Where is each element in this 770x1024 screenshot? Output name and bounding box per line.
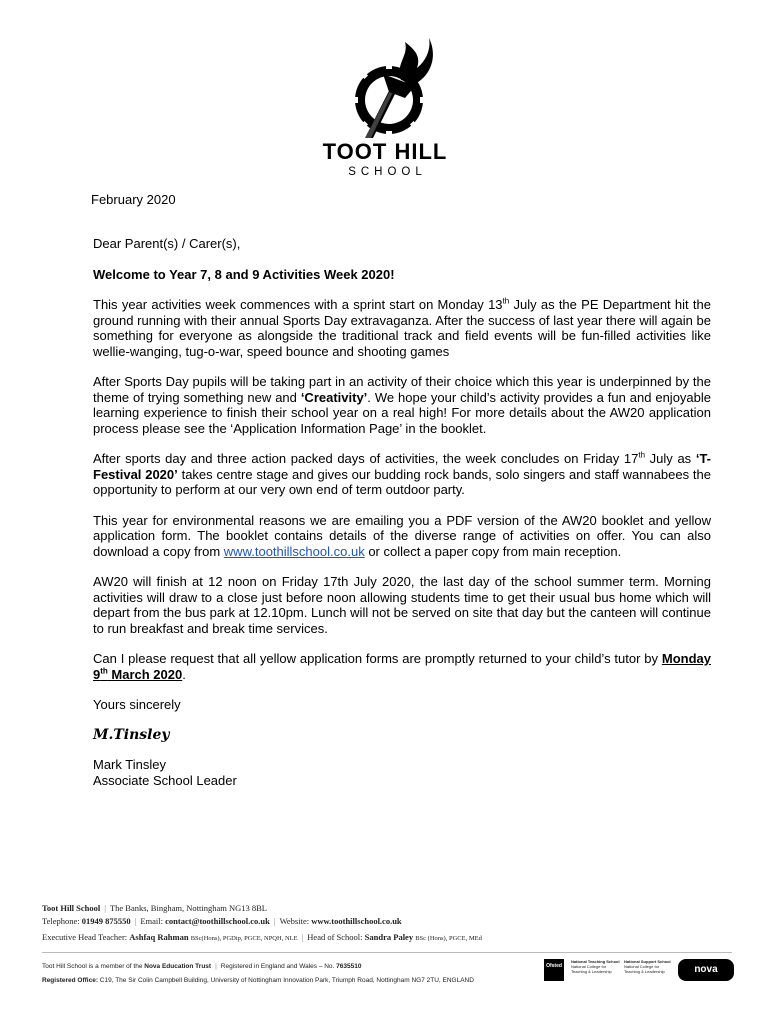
telephone-label: Telephone: <box>42 916 82 926</box>
deadline-month: March 2020 <box>107 666 183 682</box>
paragraph-3 <box>93 451 711 498</box>
p3-sup: th <box>638 450 646 460</box>
head-quals: BSc (Hons), PGCE, MEd <box>415 935 482 942</box>
footer-address-line: Toot Hill School | The Banks, Bingham, Nottingham NG13 8BL <box>42 903 267 913</box>
exec-head-name: Ashfaq Rahman <box>129 932 189 942</box>
registration-text: Registered in England and Wales – No. <box>220 963 337 970</box>
footer-staff-line: Executive Head Teacher: Ashfaq Rahman BSc(Hons), PGDip, PGCE, NPQH, NLE | Head of School: Sandra Paley BSc (Hons), PGCE, MEd <box>42 932 482 942</box>
trust-text: Toot Hill School is a member of the <box>42 963 145 970</box>
accreditation-badges <box>544 959 734 981</box>
exec-head-label: Executive Head Teacher: <box>42 932 130 942</box>
national-teaching-school-badge <box>571 959 621 981</box>
nss-title: National Support School <box>624 959 671 964</box>
p2-bold: ‘Creativity’ <box>300 389 368 405</box>
trust-name: Nova Education Trust <box>144 963 212 970</box>
p3-text-c: takes centre stage and gives our budding rock bands, solo singers and staff wannabees the opportunity to perform at our very own end of term outdoor party. <box>93 466 711 497</box>
p1-sup: th <box>502 296 510 306</box>
p6-text-a: Can I please request that all yellow application forms are promptly returned to your child’s tutor by <box>93 651 662 666</box>
letter-body <box>93 236 711 788</box>
signer-name: Mark Tinsley <box>93 757 166 772</box>
email-label: Email: <box>140 916 166 926</box>
p3-text-b: July as <box>645 451 696 466</box>
telephone: 01949 875550 <box>81 916 131 926</box>
footer-address: The Banks, Bingham, Nottingham NG13 8BL <box>109 903 267 913</box>
trust-line: Toot Hill School is a member of the Nova Education Trust | Registered in England and Wales – No. 7635510 <box>42 963 362 970</box>
footer-website[interactable]: www.toothillschool.co.uk <box>311 916 402 926</box>
school-name: TOOT HILL <box>322 139 448 164</box>
nts-org: National College for Teaching & Leadership <box>571 964 612 974</box>
nova-logo-icon: nova <box>678 959 734 981</box>
paragraph-4 <box>93 513 711 560</box>
office-label: Registered Office: <box>42 977 100 984</box>
footer-school-name: Toot Hill School <box>42 903 101 913</box>
ofsted-badge-icon: Ofsted <box>544 959 564 981</box>
paragraph-5: AW20 will finish at 12 noon on Friday 17th July 2020, the last day of the school summer term. Morning activities will draw to a close just before noon allowing students time to get their usual bus home which will depart from the bus park at 12.10pm. Lunch will not be served on site that day but the canteen will continue to run breakfast and break time services. <box>93 574 711 636</box>
p1-text-b: July as the PE Department hit the ground running with their annual Sports Day extravaganza. After the success of last year there will again be something for everyone as alongside the traditional track and field events will be fun-filled activities like wellie-wanging, tug-o-war, speed bounce and shooting games <box>93 297 711 359</box>
p4-text-a: This year for environmental reasons we are emailing you a PDF version of the AW20 booklet and yellow application form. The booklet contains details of the diverse range of activities on offer. You can also download a copy from <box>93 512 711 559</box>
letter-heading: Welcome to Year 7, 8 and 9 Activities Week 2020! <box>93 266 395 282</box>
p4-text-b: or collect a paper copy from main reception. <box>364 543 622 559</box>
closing: Yours sincerely <box>93 697 181 712</box>
head-name: Sandra Paley <box>364 932 414 942</box>
office-line <box>42 974 542 988</box>
deadline-day: Monday 9 <box>93 651 711 682</box>
paragraph-1 <box>93 297 711 359</box>
head-label: Head of School: <box>307 932 365 942</box>
deadline-sup: th <box>100 666 108 676</box>
website-link[interactable]: www.toothillschool.co.uk <box>223 543 365 559</box>
website-label: Website: <box>279 916 312 926</box>
torch-emblem-icon <box>335 34 435 138</box>
letter-footer <box>42 902 732 984</box>
exec-head-quals: BSc(Hons), PGDip, PGCE, NPQH, NLE <box>190 935 298 942</box>
letter-date: February 2020 <box>91 192 176 207</box>
footer-contact-line: Telephone: 01949 875550 | Email: contact@toothillschool.co.uk | Website: www.toothillschool.co.uk <box>42 916 402 926</box>
footer-legal <box>42 960 542 988</box>
footer-divider <box>42 952 732 953</box>
p2-text-b: . We hope your child’s activity provides a fun and enjoyable learning experience to finish their school year on a real high! For more details about the AW20 application process please see the ‘Application Information Page’ in the booklet. <box>93 389 712 436</box>
p3-text-a: After sports day and three action packed days of activities, the week concludes on Friday 17 <box>93 451 639 466</box>
nss-org: National College for Teaching & Leadership <box>624 964 665 974</box>
p6-end: . <box>182 666 186 682</box>
signature: M.Tinsley <box>93 726 170 743</box>
office-address: C19, The Sir Colin Campbell Building, University of Nottingham Innovation Park, Triumph Road, Nottingham NG7 2TU, ENGLAND <box>99 977 474 984</box>
signer-title: Associate School Leader <box>93 772 237 788</box>
p2-text-a: After Sports Day pupils will be taking part in an activity of their choice which this year is underpinned by the theme of trying something new and <box>93 374 711 405</box>
paragraph-6 <box>93 651 711 682</box>
school-logo <box>310 34 460 178</box>
nts-title: National Teaching School <box>571 959 620 964</box>
registration-number: 7635510 <box>336 963 362 970</box>
national-support-school-badge <box>624 959 674 981</box>
p1-text-a: This year activities week commences with a sprint start on Monday 13 <box>93 297 503 312</box>
p3-bold: ‘T-Festival 2020’ <box>93 451 712 482</box>
salutation: Dear Parent(s) / Carer(s), <box>93 236 241 251</box>
school-subtitle: SCHOOL <box>348 166 427 178</box>
email[interactable]: contact@toothillschool.co.uk <box>165 916 270 926</box>
paragraph-2 <box>93 374 711 436</box>
